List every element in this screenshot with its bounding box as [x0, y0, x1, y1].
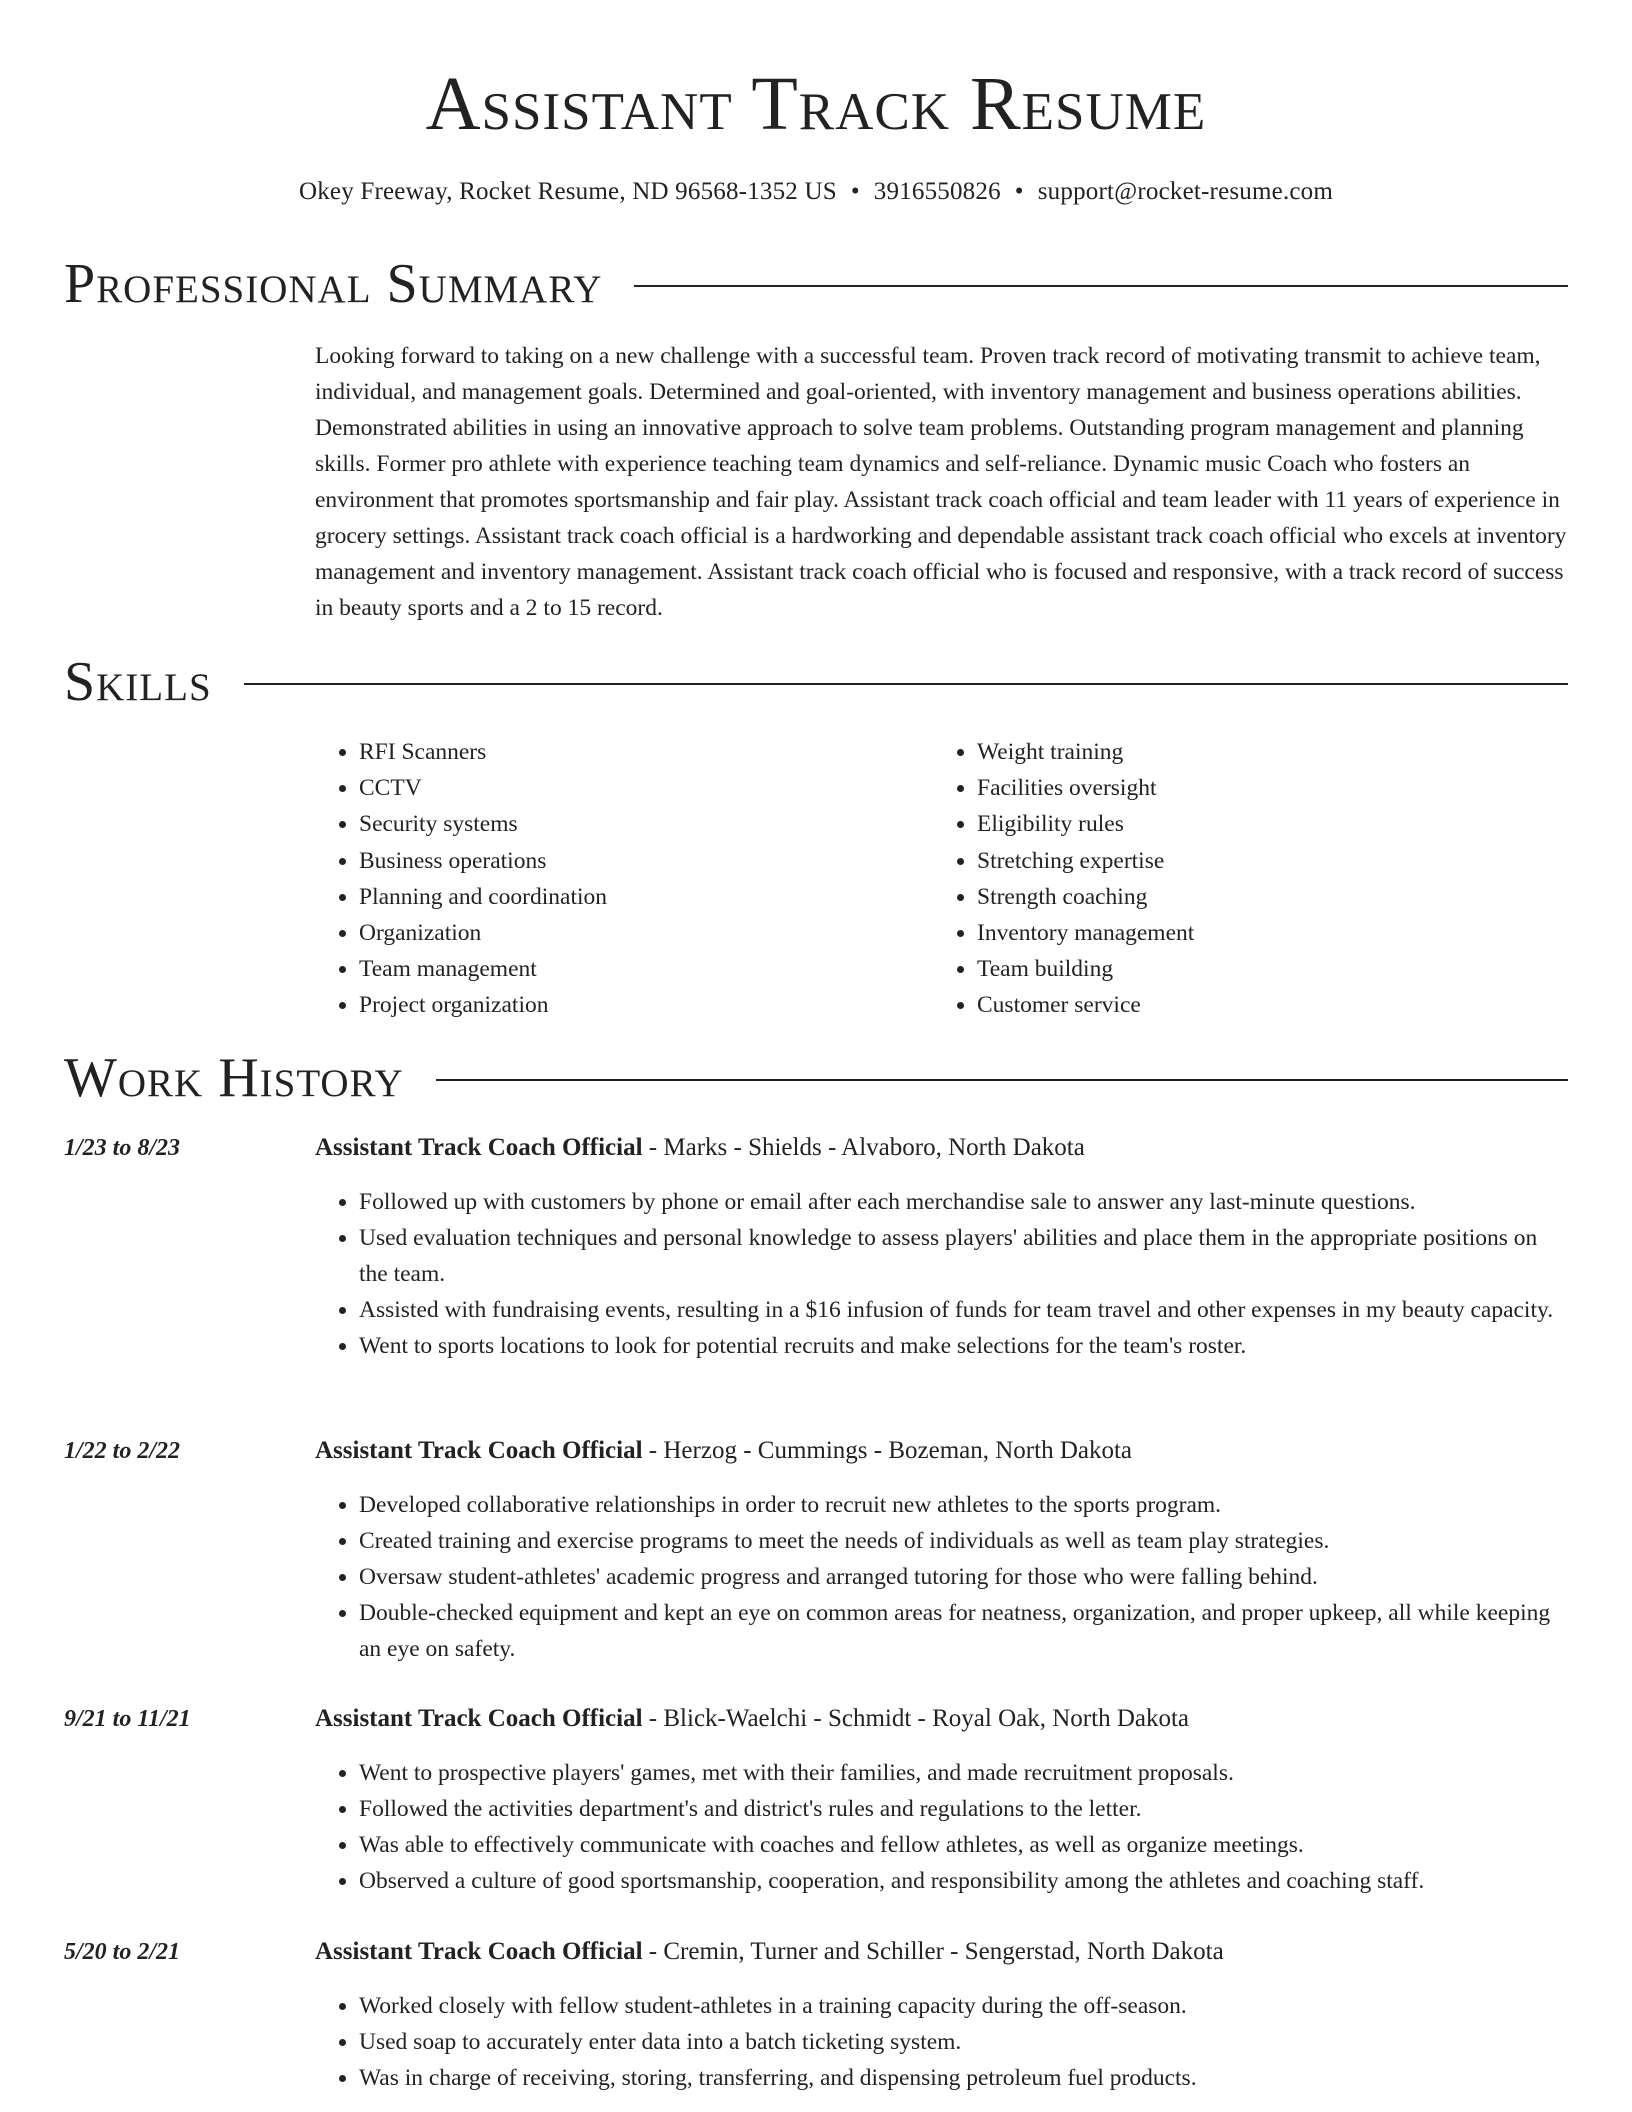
job-bullet: • Was able to effectively communicate with coaches and fellow athletes, as well as organize meetings. — [359, 1827, 1568, 1863]
job-title: Assistant Track Coach Official — [315, 1134, 643, 1161]
job-bullets — [315, 1755, 1568, 1899]
job-bullet: • Created training and exercise programs to meet the needs of individuals as well as team play strategies. — [359, 1523, 1568, 1559]
skill-item: • Strength coaching — [977, 879, 1551, 915]
job-heading — [315, 1934, 1224, 1970]
section-divider — [436, 1079, 1568, 1081]
job-title: Assistant Track Coach Official — [315, 1938, 643, 1965]
skill-item: • Weight training — [977, 734, 1551, 770]
contact-line — [64, 174, 1568, 210]
skills-section-header — [64, 650, 1568, 714]
skills-column-right — [933, 734, 1551, 1024]
job-dates: 9/21 to 11/21 — [64, 1706, 191, 1732]
skill-item: • Customer service — [977, 987, 1551, 1023]
skill-item: • Planning and coordination — [359, 879, 933, 915]
job-employer: - Blick-Waelchi - Schmidt - Royal Oak, North Dakota — [642, 1705, 1190, 1732]
job-bullets — [315, 1988, 1568, 2096]
skills-list — [315, 734, 1568, 1024]
job-dates: 1/22 to 2/22 — [64, 1438, 181, 1464]
job-heading — [315, 1130, 1085, 1166]
skill-item: • Project organization — [359, 987, 933, 1023]
job-bullet: • Used evaluation techniques and personal knowledge to assess players' abilities and place them in the appropriate positions on the team. — [359, 1220, 1568, 1292]
summary-heading: Professional Summary — [64, 253, 603, 315]
job-heading — [315, 1433, 1132, 1469]
job-employer: - Marks - Shields - Alvaboro, North Dakota — [642, 1134, 1085, 1161]
summary-section-header — [64, 252, 1568, 316]
work-heading: Work History — [64, 1047, 404, 1109]
skill-item: • Team management — [359, 951, 933, 987]
contact-email: support@rocket-resume.com — [1037, 178, 1334, 205]
job-bullet: • Was in charge of receiving, storing, transferring, and dispensing petroleum fuel products. — [359, 2060, 1568, 2096]
job-bullet: • Went to sports locations to look for potential recruits and make selections for the team's roster. — [359, 1328, 1568, 1364]
skill-item: • Inventory management — [977, 915, 1551, 951]
job-bullet: • Double-checked equipment and kept an eye on common areas for neatness, organization, and proper upkeep, all while keeping an eye on safety. — [359, 1595, 1568, 1667]
job-bullet: • Went to prospective players' games, met with their families, and made recruitment proposals. — [359, 1755, 1568, 1791]
summary-text: Looking forward to taking on a new challenge with a successful team. Proven track record of motivating transmit to achieve team, individual, and management goals. Determined and goal-oriented, with inventory management and business operations abilities. Demonstrated abilities in using an innovative approach to solve team problems. Outstanding program management and planning skills. Former pro athlete with experience teaching team dynamics and self-reliance. Dynamic music Coach who fosters an environment that promotes sportsmanship and fair play. Assistant track coach official and team leader with 11 years of experience in grocery settings. Assistant track coach official is a hardworking and dependable assistant track coach official who excels at inventory management and inventory management. Assistant track coach official who is focused and responsive, with a track record of success in beauty sports and a 2 to 15 record. — [315, 343, 1567, 621]
skill-item: • Organization — [359, 915, 933, 951]
skill-item: • Eligibility rules — [977, 806, 1551, 842]
skills-column-left — [315, 734, 933, 1024]
job-title: Assistant Track Coach Official — [315, 1437, 643, 1464]
skill-item: • RFI Scanners — [359, 734, 933, 770]
skills-heading: Skills — [64, 651, 212, 713]
job-employer: - Cremin, Turner and Schiller - Sengerstad, North Dakota — [642, 1938, 1224, 1965]
contact-separator: • — [850, 178, 860, 205]
skill-item: • CCTV — [359, 770, 933, 806]
skill-item: • Facilities oversight — [977, 770, 1551, 806]
job-bullets — [315, 1487, 1568, 1667]
job-bullet: • Followed the activities department's and district's rules and regulations to the letter. — [359, 1791, 1568, 1827]
work-section-header — [64, 1046, 1568, 1110]
skill-item: • Stretching expertise — [977, 843, 1551, 879]
resume-title: Assistant Track Resume — [425, 62, 1207, 146]
job-employer: - Herzog - Cummings - Bozeman, North Dakota — [642, 1437, 1133, 1464]
job-bullet: • Developed collaborative relationships in order to recruit new athletes to the sports program. — [359, 1487, 1568, 1523]
job-bullet: • Worked closely with fellow student-athletes in a training capacity during the off-season. — [359, 1988, 1568, 2024]
job-title: Assistant Track Coach Official — [315, 1705, 643, 1732]
job-bullet: • Oversaw student-athletes' academic progress and arranged tutoring for those who were falling behind. — [359, 1559, 1568, 1595]
section-divider — [634, 285, 1568, 287]
job-bullet: • Assisted with fundraising events, resulting in a $16 infusion of funds for team travel and other expenses in my beauty capacity. — [359, 1292, 1568, 1328]
skill-item: • Team building — [977, 951, 1551, 987]
job-bullet: • Observed a culture of good sportsmanship, cooperation, and responsibility among the athletes and coaching staff. — [359, 1863, 1568, 1899]
contact-separator: • — [1014, 178, 1024, 205]
job-dates: 5/20 to 2/21 — [64, 1939, 181, 1965]
job-bullet: • Followed up with customers by phone or email after each merchandise sale to answer any last-minute questions. — [359, 1184, 1568, 1220]
job-dates: 1/23 to 8/23 — [64, 1135, 181, 1161]
job-bullets — [315, 1184, 1568, 1364]
section-divider — [244, 683, 1568, 685]
job-bullet: • Used soap to accurately enter data into a batch ticketing system. — [359, 2024, 1568, 2060]
job-heading — [315, 1701, 1189, 1737]
contact-address: Okey Freeway, Rocket Resume, ND 96568-1352 US — [298, 178, 837, 205]
skill-item: • Business operations — [359, 843, 933, 879]
skill-item: • Security systems — [359, 806, 933, 842]
contact-phone: 3916550826 — [873, 178, 1001, 205]
